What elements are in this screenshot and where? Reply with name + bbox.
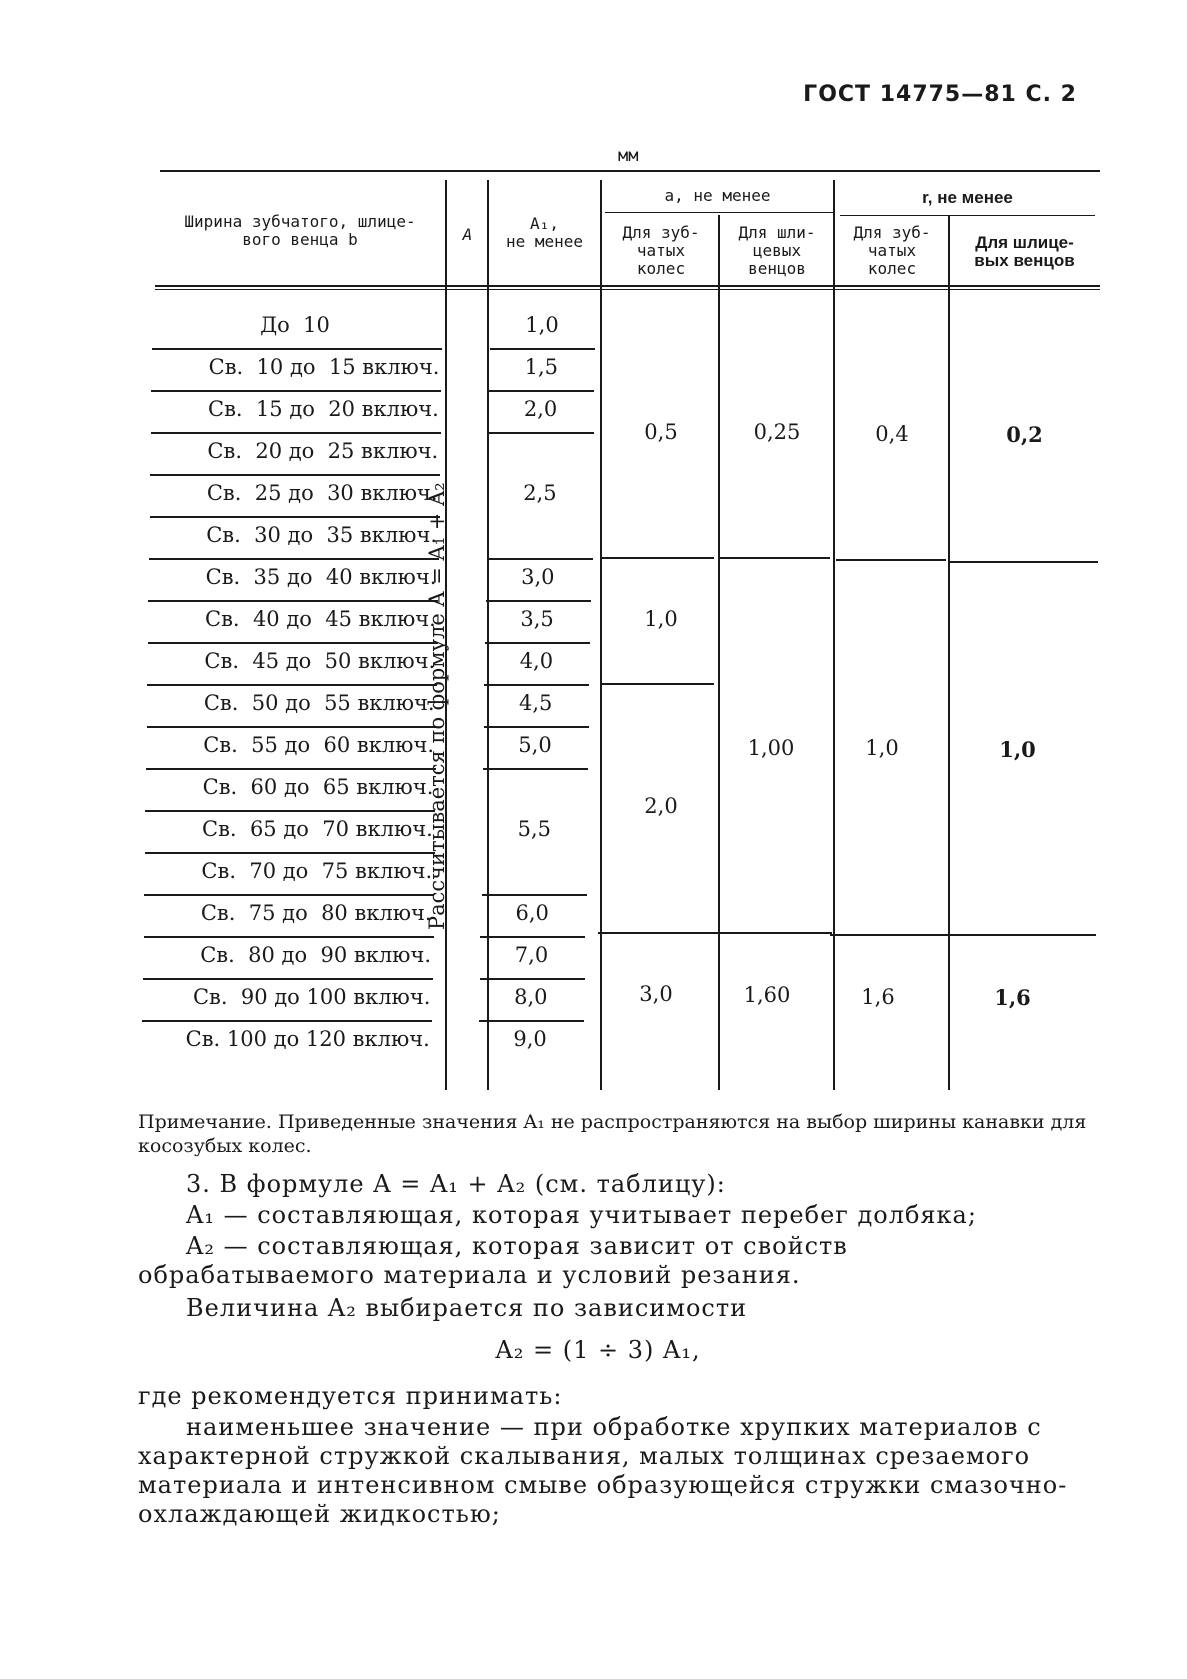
row-rule xyxy=(146,768,436,770)
row-label: Св. 15 до 20 включ. xyxy=(208,397,439,421)
row-label: Св. 35 до 40 включ. xyxy=(205,565,437,589)
table-header-rule-2 xyxy=(155,289,1100,290)
row-rule xyxy=(150,516,440,518)
row-label: Св. 60 до 65 включ. xyxy=(202,775,434,799)
header-a-gear: Для зуб- чатых колес xyxy=(622,223,700,278)
col-sep-4 xyxy=(718,215,720,1090)
a-gear-value: 3,0 xyxy=(639,982,673,1006)
row-rule xyxy=(142,1020,432,1022)
header-a-spline: Для шли- цевых венцов xyxy=(738,223,816,278)
a-spline-value: 1,00 xyxy=(747,736,795,760)
a1-rule xyxy=(488,558,593,560)
a-gear-value: 2,0 xyxy=(644,794,678,818)
r-gear-value: 0,4 xyxy=(875,422,909,446)
row-label: Св. 45 до 50 включ. xyxy=(204,649,436,673)
a1-rule xyxy=(485,642,590,644)
a1-value: 1,5 xyxy=(524,355,558,379)
a1-rule xyxy=(489,390,594,392)
row-rule xyxy=(152,348,442,350)
a1-value: 2,5 xyxy=(523,481,557,505)
a1-value: 3,5 xyxy=(520,607,554,631)
r-spline-value: 1,6 xyxy=(994,985,1031,1010)
a1-value: 9,0 xyxy=(513,1027,547,1051)
r-gear-value: 1,6 xyxy=(861,985,895,1009)
row-rule xyxy=(144,894,434,896)
a1-value: 5,0 xyxy=(518,733,552,757)
row-rule xyxy=(150,474,440,476)
formula-line: A₂ = (1 ÷ 3) A₁, xyxy=(495,1336,701,1364)
a1-value: 6,0 xyxy=(515,901,549,925)
a1-value: 4,0 xyxy=(519,649,554,673)
row-label: Св. 80 до 90 включ. xyxy=(200,943,431,967)
header-width: Ширина зубчатого, шлице- вого венца b xyxy=(184,212,416,249)
a1-rule xyxy=(482,894,587,896)
a-gear-rule xyxy=(598,932,716,934)
a1-value: 1,0 xyxy=(525,313,559,337)
col-sep-6 xyxy=(948,215,950,1090)
table-unit: мм xyxy=(618,146,639,166)
row-label: Св. 55 до 60 включ. xyxy=(203,733,434,757)
row-label: Св. 10 до 15 включ. xyxy=(208,355,440,379)
r-spline-value: 0,2 xyxy=(1006,422,1043,447)
r-spline-rule xyxy=(950,561,1098,563)
a-gear-rule xyxy=(602,557,714,559)
table-header-rule xyxy=(155,285,1100,287)
r-spline-value: 1,0 xyxy=(999,737,1036,762)
row-label: Св. 40 до 45 включ. xyxy=(205,607,436,631)
col-sep-3 xyxy=(600,180,602,1090)
col-sep-5 xyxy=(833,180,835,1090)
a1-rule xyxy=(480,936,585,938)
row-rule xyxy=(147,684,437,686)
row-label: Св. 100 до 120 включ. xyxy=(185,1027,430,1051)
a1-rule xyxy=(480,978,585,980)
row-rule xyxy=(147,726,437,728)
row-label: Св. 50 до 55 включ. xyxy=(203,691,435,715)
r-gear-value: 1,0 xyxy=(865,736,899,760)
paragraph-5: где рекомендуется принимать: xyxy=(138,1382,563,1410)
a1-value: 5,5 xyxy=(517,817,551,841)
a-group-rule xyxy=(605,212,835,213)
row-label: Св. 30 до 35 включ. xyxy=(206,523,437,547)
paragraph-3: A₂ — составляющая, которая зависит от свойств обрабатываемого материала и условий резания. xyxy=(138,1232,848,1289)
a1-rule xyxy=(486,600,591,602)
a-spline-rule xyxy=(720,557,830,559)
a-spline-value: 0,25 xyxy=(753,420,801,444)
row-label: Св. 20 до 25 включ. xyxy=(207,439,439,463)
header-r-group: r, не менее xyxy=(922,188,1013,207)
paragraph-1: 3. В формуле A = A₁ + A₂ (см. таблицу): xyxy=(186,1170,726,1198)
page-header: ГОСТ 14775—81 С. 2 xyxy=(803,82,1077,107)
header-r-spline: Для шлице- вых венцов xyxy=(974,233,1075,270)
row-rule xyxy=(144,936,434,938)
row-label: До 10 xyxy=(260,313,330,337)
header-a-group: a, не менее xyxy=(664,186,771,205)
a-spline-rule xyxy=(716,932,832,934)
a1-value: 8,0 xyxy=(514,985,548,1009)
row-rule xyxy=(148,642,438,644)
row-rule xyxy=(145,810,435,812)
vertical-formula: Рассчитывается по формуле A = A₁ + A₂ xyxy=(425,482,449,930)
row-label: Св. 75 до 80 включ. xyxy=(200,901,432,925)
row-rule xyxy=(148,600,438,602)
a1-rule xyxy=(490,348,595,350)
a-gear-value: 0,5 xyxy=(644,420,678,444)
table-note: Примечание. Приведенные значения A₁ не распространяются на выбор ширины канавки для косозубых колес. xyxy=(138,1111,1087,1157)
a-gear-rule xyxy=(602,683,714,685)
row-label: Св. 25 до 30 включ. xyxy=(206,481,438,505)
row-label: Св. 90 до 100 включ. xyxy=(192,985,431,1009)
a-gear-value: 1,0 xyxy=(644,607,678,631)
a1-rule xyxy=(483,768,588,770)
a-spline-value: 1,60 xyxy=(743,983,791,1007)
paragraph-6: наименьшее значение — при обработке хрупких материалов с характерной стружкой скалывания, малых толщинах срезаемого материала и интенсивном смыве образующейся стружки смазочно-охлаждающей жидкостью; xyxy=(138,1413,1068,1528)
row-rule xyxy=(151,390,441,392)
row-rule xyxy=(143,978,433,980)
a1-value: 7,0 xyxy=(514,943,549,967)
table-top-rule xyxy=(160,170,1100,172)
header-A1: A₁, не менее xyxy=(505,214,584,251)
r-group-rule xyxy=(840,215,1095,216)
paragraph-2: A₁ — составляющая, которая учитывает перебег долбяка; xyxy=(186,1201,977,1229)
a1-rule xyxy=(484,726,589,728)
paragraph-4: Величина A₂ выбирается по зависимости xyxy=(186,1294,748,1322)
r-spline-rule xyxy=(946,934,1096,936)
a1-value: 4,5 xyxy=(518,691,553,715)
row-rule xyxy=(151,432,441,434)
row-label: Св. 65 до 70 включ. xyxy=(202,817,433,841)
r-gear-rule xyxy=(836,559,946,561)
row-rule xyxy=(145,852,435,854)
a1-rule xyxy=(479,1020,584,1022)
header-r-gear: Для зуб- чатых колес xyxy=(853,223,931,278)
row-rule xyxy=(149,558,439,560)
row-label: Св. 70 до 75 включ. xyxy=(201,859,433,883)
a1-value: 2,0 xyxy=(523,397,558,421)
a1-value: 3,0 xyxy=(521,565,555,589)
r-gear-rule xyxy=(830,934,946,936)
a1-rule xyxy=(484,684,589,686)
header-A: A xyxy=(462,225,473,244)
a1-rule xyxy=(489,432,594,434)
